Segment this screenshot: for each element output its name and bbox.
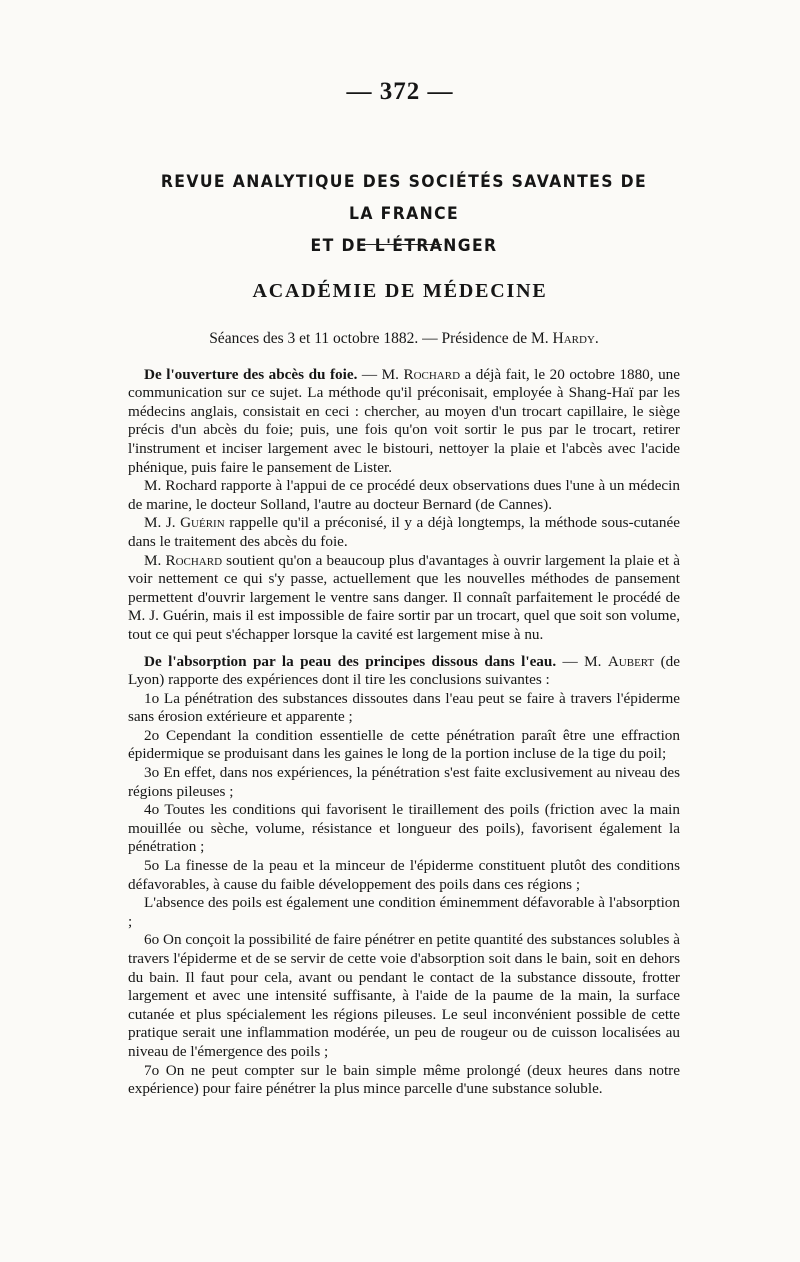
- article-2-heading: De l'absorption par la peau des principes dissous dans l'eau.: [144, 652, 557, 670]
- article-2-text: — M.: [556, 652, 608, 670]
- body-text: [128, 330, 680, 1099]
- conclusion-item: L'absence des poils est également une condition éminemment défavorable à l'absorption ;: [128, 894, 680, 930]
- author-name: Guérin: [180, 514, 225, 532]
- conclusion-item: 2o Cependant la condition essentielle de cette pénétration paraît être une effraction épidermique se produisant dans les gaines le long de la portion incluse de la tige du poil;: [128, 726, 680, 763]
- journal-title-line-2: ET DE L'ÉTRANGER: [310, 236, 498, 256]
- journal-title-line-1: REVUE ANALYTIQUE DES SOCIÉTÉS SAVANTES DE LA FRANCE: [160, 172, 648, 224]
- page-number: — 372 —: [346, 78, 454, 105]
- session-line: [128, 330, 680, 349]
- conclusion-item: 7o On ne peut compter sur le bain simple même prolongé (deux heures dans notre expérience) pour faire pénétrer la plus mince parcelle d'une substance soluble.: [128, 1061, 680, 1098]
- article-1-heading: De l'ouverture des abcès du foie.: [144, 365, 358, 383]
- conclusion-item: 3o En effet, dans nos expériences, la pénétration s'est faite exclusivement au niveau des régions pileuses ;: [128, 764, 680, 800]
- article-1-text: a déjà fait, le 20 octobre 1880, une communication sur ce sujet. La méthode qu'il préconisait, employée à Shang-Haï par les médecins anglais, consistait en ceci : chercher, au moyen d'un trocart capillaire, le siège précis d'un abcès du foie; puis, une fois qu'on voit sortir le pus par le trocart, retirer l'instrument et inciser largement avec le bistouri, nettoyer la plaie et l'abcès avec l'acide phénique, puis faire le pansement de Lister.: [128, 365, 681, 476]
- author-name: Rochard: [403, 365, 461, 383]
- article-1-paragraph-2: M. Rochard rapporte à l'appui de ce procédé deux observations dues l'une à un médecin de marine, le docteur Solland, l'autre au docteur Bernard (de Cannes).: [128, 477, 680, 513]
- section-title: ACADÉMIE DE MÉDECINE: [252, 280, 548, 302]
- article-2-intro: [128, 653, 680, 690]
- title-divider: [362, 244, 442, 245]
- session-end: .: [594, 330, 599, 347]
- article-2-text: (de Lyon) rapporte des expériences dont il tire les conclusions suivantes :: [128, 652, 680, 689]
- article-1-text: rappelle qu'il a préconisé, il y a déjà longtemps, la méthode sous-cutanée dans le traitement des abcès du foie.: [128, 514, 680, 550]
- article-1-text: M.: [144, 551, 166, 569]
- session-president: Hardy: [552, 330, 595, 347]
- article-1-paragraph-1: [128, 366, 680, 478]
- journal-title: [150, 166, 658, 262]
- article-1-paragraph-4: [128, 552, 680, 645]
- article-1-text: M. J.: [144, 514, 181, 532]
- article-1-text: soutient qu'on a beaucoup plus d'avantages à ouvrir largement la plaie et à voir nettement ce qui s'y passe, actuellement que les nouvelles méthodes de pansement permettent d'ouvrir largement le ventre sans danger. Il connaît parfaitement le procédé de M. J. Guérin, mais il est impossible de faire sortir par un trocart, quel que soit son volume, tout ce qui peut s'échapper lorsque la cavité est largement mise à nu.: [128, 551, 680, 643]
- author-name: Rochard: [165, 551, 223, 569]
- conclusion-item: 6o On conçoit la possibilité de faire pénétrer en petite quantité des substances solubles à travers l'épiderme et de se servir de cette voie d'absorption soit dans le bain, soit en dehors du bain. Il faut pour cela, avant ou pendant le contact de la substance dissoute, frotter largement et avec une intensité suffisante, à l'aide de la paume de la main, la surface cutanée et plus spécialement les régions pileuses. Le seul inconvénient possible de cette pratique serait une inflammation modérée, un peu de rougeur ou de cuisson localisées au niveau de l'émergence des poils ;: [128, 931, 680, 1060]
- article-1-paragraph-3: [128, 514, 680, 551]
- conclusion-item: 1o La pénétration des substances dissoutes dans l'eau peut se faire à travers l'épiderme sans érosion extérieure et apparente ;: [128, 689, 680, 726]
- conclusion-item: 5o La finesse de la peau et la minceur de l'épiderme constituent plutôt des conditions défavorables, à cause du faible développement des poils dans ces régions ;: [128, 857, 680, 893]
- author-name: Aubert: [607, 652, 655, 670]
- conclusion-item: 4o Toutes les conditions qui favorisent le tiraillement des poils (friction avec la main mouillée ou sèche, volume, résistance et longueur des poils), favorisent également la pénétration ;: [128, 801, 680, 856]
- article-1-text: — M.: [357, 365, 404, 383]
- session-text: Séances des 3 et 11 octobre 1882. — Présidence de M.: [209, 330, 553, 347]
